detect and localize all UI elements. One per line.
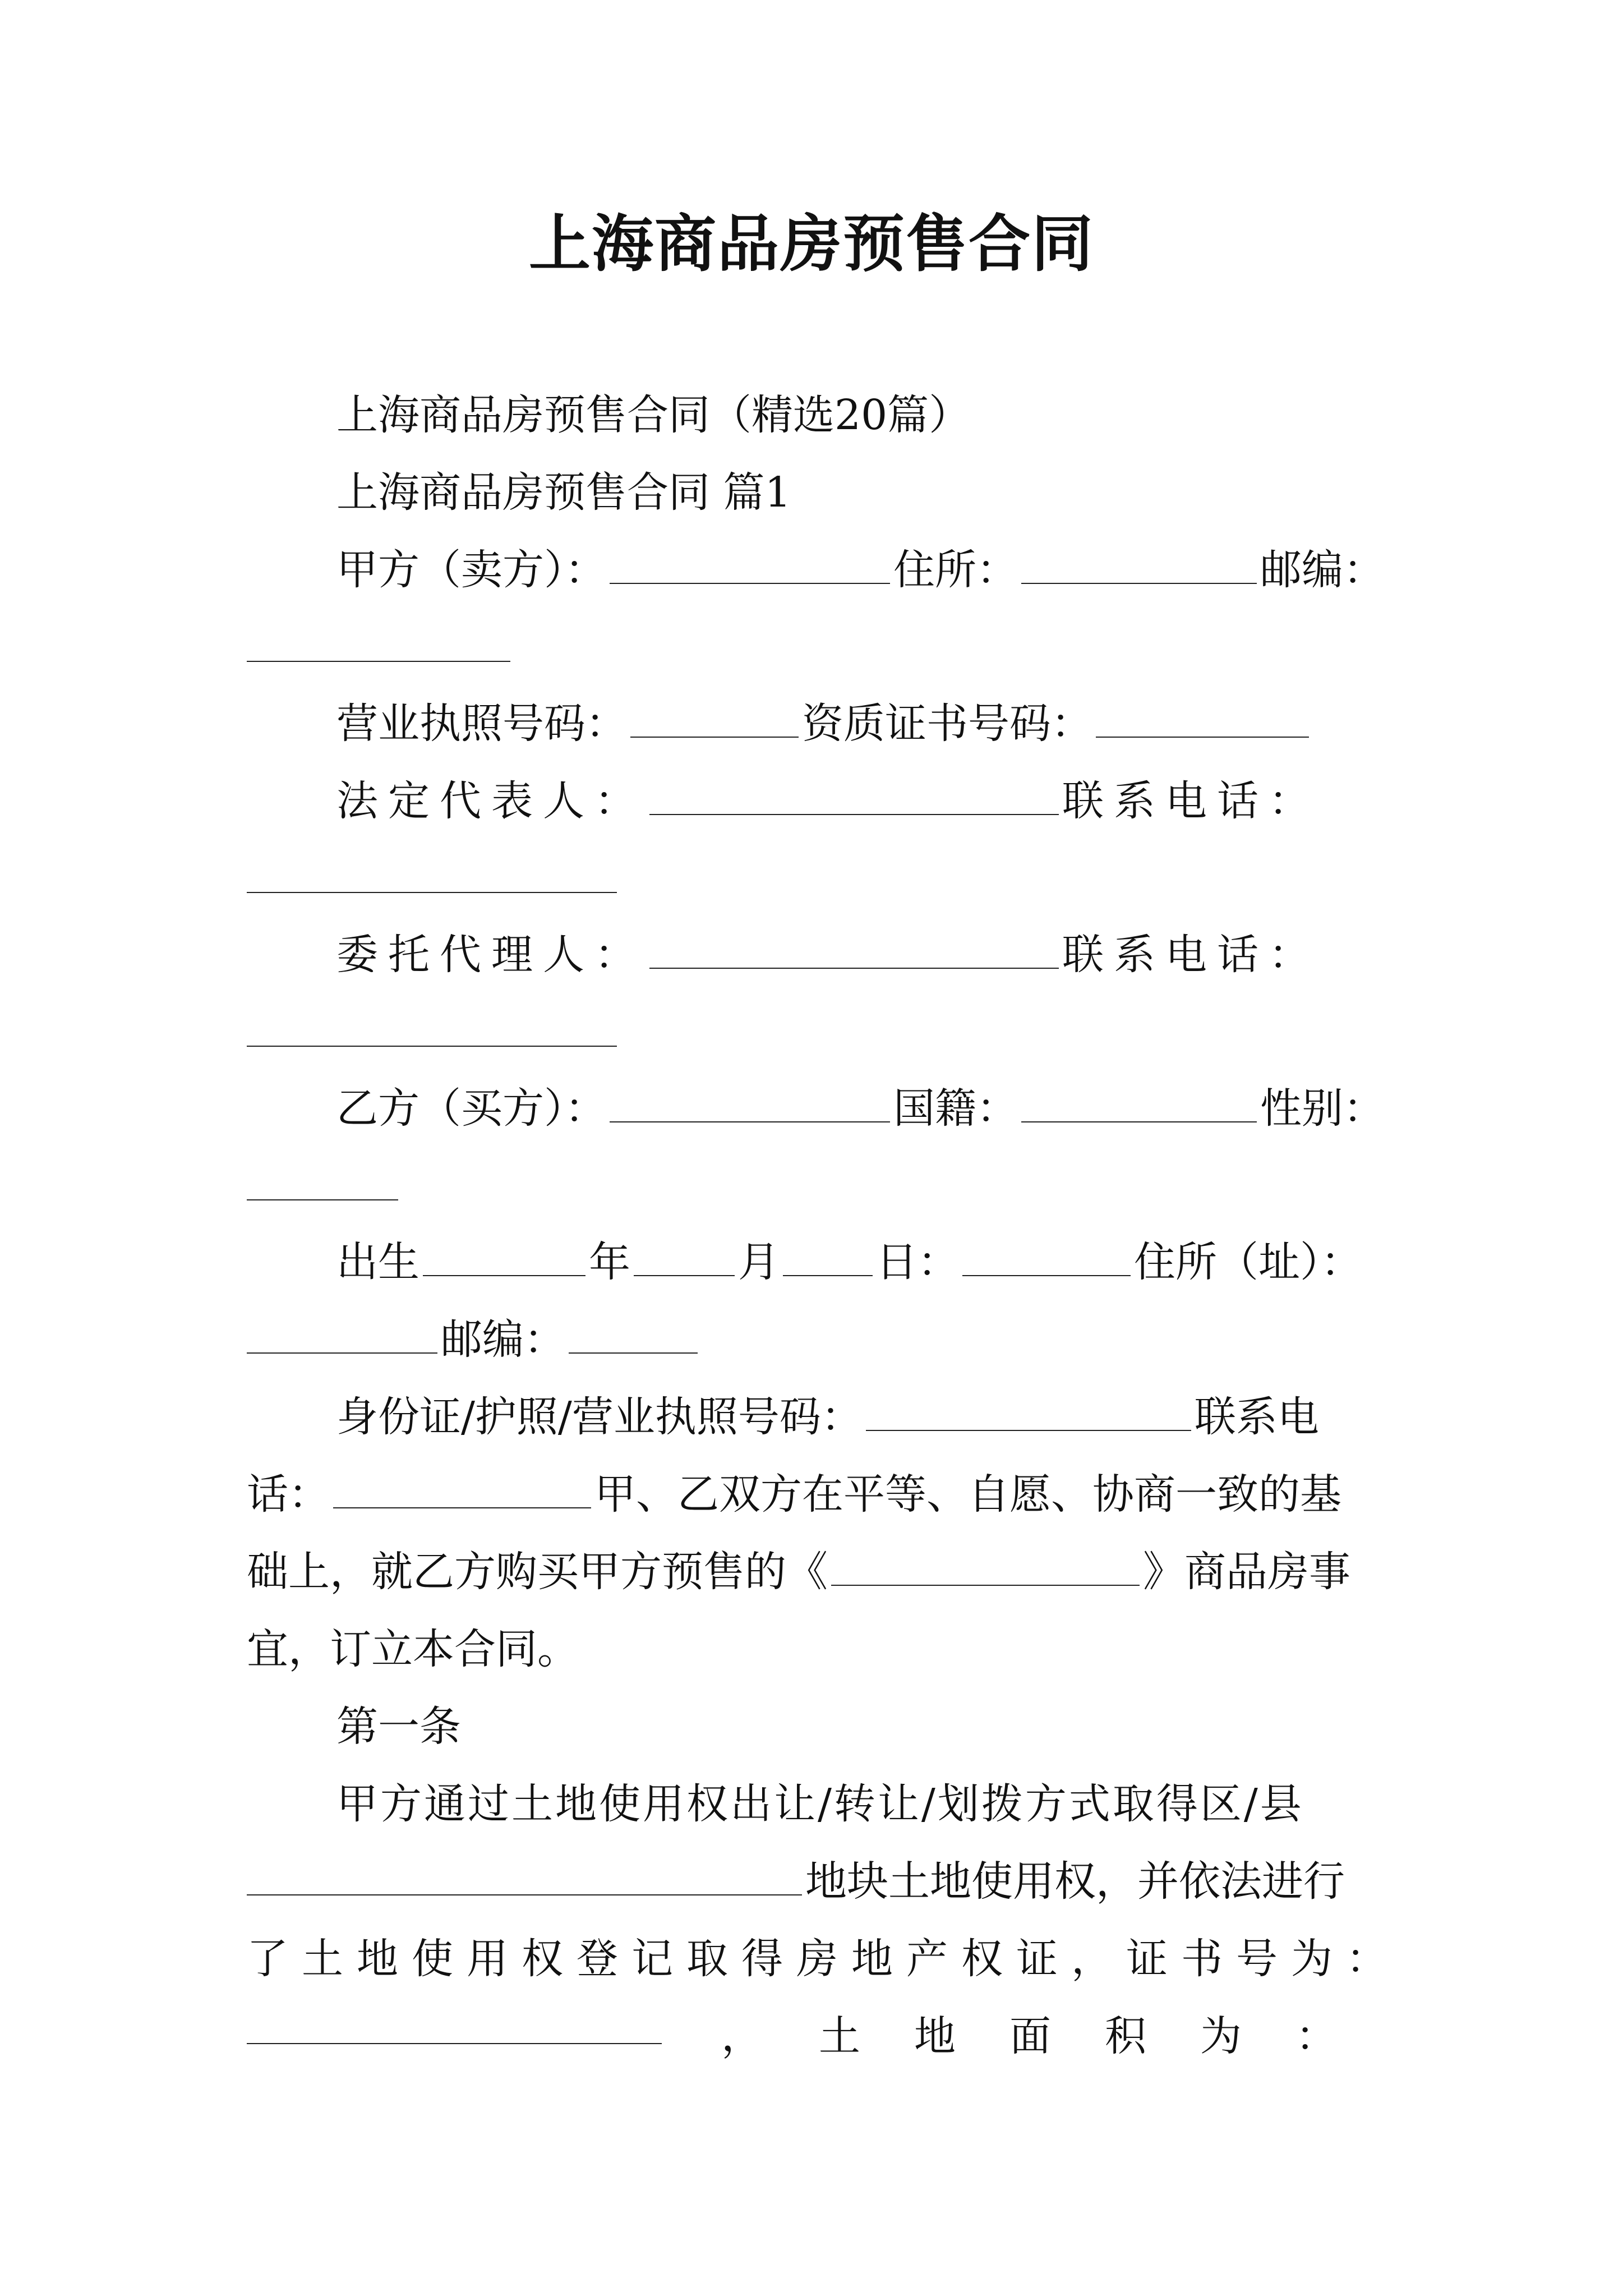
seller-line	[336, 542, 1481, 598]
seller-label: 甲方（卖方）：	[336, 546, 606, 594]
gender-label: 性别：	[1260, 1084, 1385, 1133]
subtitle: 上海商品房预售合同（精选20篇）	[336, 391, 971, 439]
seller-postcode-blank	[247, 661, 510, 662]
gender-blank	[247, 1199, 398, 1200]
agent-phone-label: 联系电话：	[1062, 931, 1320, 979]
residence-blank	[247, 1318, 437, 1354]
birth-year-blank	[423, 1240, 585, 1276]
article-1-heading: 第一条	[336, 1703, 461, 1751]
postcode-label: 邮编：	[1260, 546, 1385, 594]
para2-line1: 甲方通过土地使用权出让/转让/划拨方式取得区/县	[336, 1780, 1304, 1828]
buyer-name-blank	[610, 1087, 890, 1122]
id-line	[336, 1389, 1391, 1445]
buyer-postcode-label: 邮编：	[441, 1315, 565, 1364]
land-block-blank	[247, 1860, 802, 1895]
para2-d: ，	[721, 2012, 763, 2060]
para2-b: 地块土地使用权，并依法进行	[805, 1857, 1345, 1906]
buyer-phone-blank	[333, 1473, 591, 1508]
birth-label: 出生	[336, 1238, 419, 1286]
para1-line3: 宜，订立本合同。	[247, 1625, 579, 1673]
buyer-postcode-line	[247, 1312, 1391, 1368]
license-label: 营业执照号码：	[336, 700, 627, 748]
id-blank	[866, 1395, 1191, 1431]
property-name-blank	[831, 1550, 1140, 1586]
para1-line2	[247, 1544, 1391, 1600]
month-label: 月	[738, 1238, 780, 1286]
buyer-postcode-blank	[569, 1318, 698, 1354]
birth-month-blank	[634, 1240, 735, 1276]
legal-rep-blank	[649, 779, 1059, 815]
license-line	[336, 696, 1481, 752]
phone-part1: 联系电	[1194, 1393, 1319, 1441]
legal-rep-label: 法定代表人：	[336, 777, 646, 825]
section-heading: 上海商品房预售合同 篇1	[336, 468, 791, 517]
birth-extra-blank	[962, 1240, 1131, 1276]
para1-c: 》商品房事	[1143, 1548, 1350, 1596]
license-blank	[630, 702, 799, 738]
legal-rep-phone-blank	[247, 892, 617, 893]
agent-line	[336, 927, 1481, 983]
birth-line	[336, 1234, 1481, 1290]
id-label: 身份证/护照/营业执照号码：	[336, 1393, 863, 1441]
para2-line4	[247, 2008, 1391, 2064]
nationality-blank	[1021, 1087, 1257, 1122]
legal-rep-phone-label: 联系电话：	[1062, 777, 1320, 825]
agent-phone-blank	[247, 1046, 617, 1047]
qualification-blank	[1096, 702, 1309, 738]
phone-part2: 话：	[247, 1470, 330, 1519]
day-label: 日：	[876, 1238, 959, 1286]
para1-b: 础上，就乙方购买甲方预售的《	[247, 1548, 828, 1596]
legal-rep-line	[336, 773, 1481, 829]
seller-address-blank	[1021, 548, 1257, 584]
address-label: 住所：	[893, 546, 1018, 594]
buyer-line	[336, 1080, 1481, 1137]
qualification-label: 资质证书号码：	[802, 700, 1092, 748]
year-label: 年	[589, 1238, 630, 1286]
para2-e: 土地面积为：	[819, 2012, 1391, 2060]
agent-label: 委托代理人：	[336, 931, 646, 979]
certificate-number-blank	[247, 2008, 662, 2044]
para1-a: 甲、乙双方在平等、自愿、协商一致的基	[594, 1470, 1341, 1519]
nationality-label: 国籍：	[893, 1084, 1018, 1133]
residence-label: 住所（址）：	[1134, 1238, 1362, 1286]
para1-line1	[247, 1466, 1391, 1522]
document-title: 上海商品房预售合同	[529, 208, 1094, 280]
seller-name-blank	[610, 548, 890, 584]
para2-line2	[247, 1853, 1391, 1910]
para2-line3: 了土地使用权登记取得房地产权证，证书号为：	[247, 1935, 1401, 1983]
agent-blank	[649, 933, 1059, 969]
birth-day-blank	[783, 1240, 873, 1276]
buyer-label: 乙方（买方）：	[336, 1084, 606, 1133]
